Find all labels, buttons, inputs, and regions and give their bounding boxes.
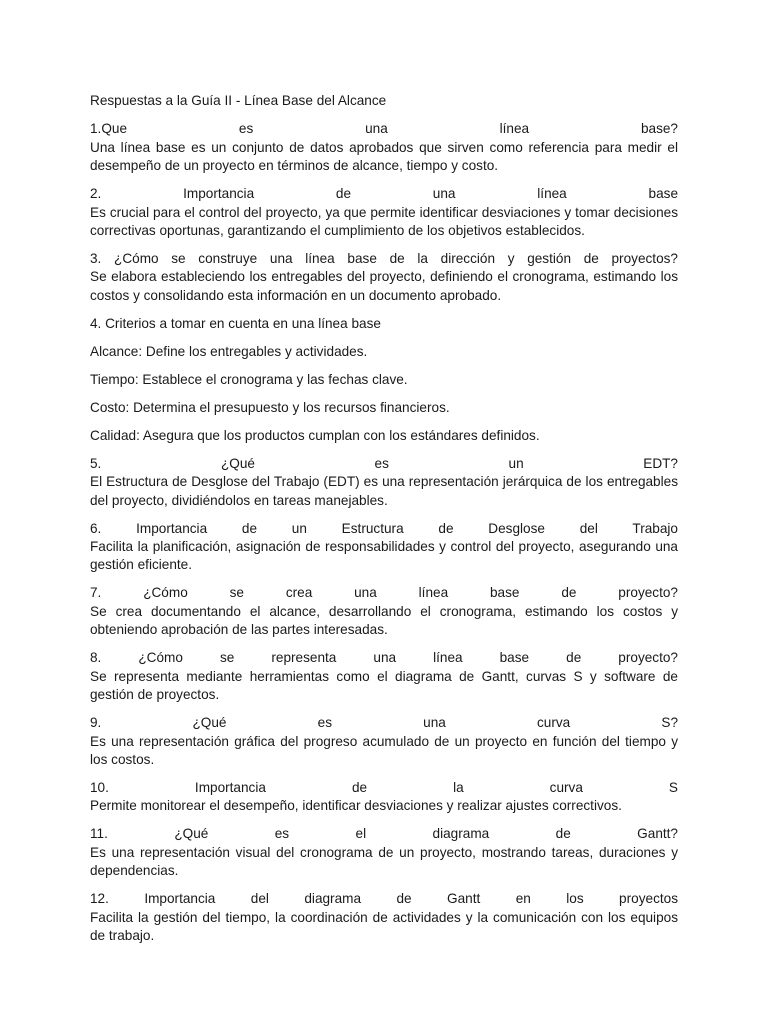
answer-2: Es crucial para el control del proyecto, ya que permite identificar desviaciones y tomar decisiones correctivas oportunas, garantizando el cumplimiento de los objetivos establecidos. [90, 204, 678, 239]
question-1: 1.Que es una línea base? [90, 121, 678, 137]
qa-block-6 [90, 520, 678, 575]
criteria-item-alcance: Alcance: Define los entregables y actividades. [90, 343, 368, 359]
question-10: 10. Importancia de la curva S [90, 779, 678, 795]
criteria-item-tiempo: Tiempo: Establece el cronograma y las fechas clave. [90, 371, 408, 387]
question-8: 8. ¿Cómo se representa una línea base de proyecto? [90, 650, 678, 666]
qa-block-8 [90, 649, 678, 704]
question-12: 12. Importancia del diagrama de Gantt en los proyectos [90, 891, 678, 907]
criteria-item-costo: Costo: Determina el presupuesto y los recursos financieros. [90, 399, 450, 415]
document-title: Respuestas a la Guía II - Línea Base del Alcance [90, 93, 387, 108]
question-7: 7. ¿Cómo se crea una línea base de proyecto? [90, 585, 678, 601]
qa-block-5 [90, 455, 678, 510]
answer-9: Es una representación gráfica del progreso acumulado de un proyecto en función del tiempo y los costos. [90, 733, 678, 767]
qa-block-7 [90, 584, 678, 639]
answer-6: Facilita la planificación, asignación de responsabilidades y control del proyecto, asegurando una gestión eficiente. [90, 539, 678, 573]
answer-3: Se elabora estableciendo los entregables del proyecto, definiendo el cronograma, estimando los costos y consolidando esta información en un documento aprobado. [90, 269, 678, 303]
answer-5: El Estructura de Desglose del Trabajo (EDT) es una representación jerárquica de los entregables del proyecto, dividiéndolos en tareas manejables. [90, 474, 678, 508]
question-5: 5. ¿Qué es un EDT? [90, 455, 678, 471]
answer-7: Se crea documentando el alcance, desarrollando el cronograma, estimando los costos y obteniendo aprobación de las partes interesadas. [90, 603, 678, 638]
qa-block-3 [90, 250, 678, 305]
qa-block-12 [90, 890, 678, 945]
answer-8: Se representa mediante herramientas como el diagrama de Gantt, curvas S y software de gestión de proyectos. [90, 668, 678, 703]
answer-11: Es una representación visual del cronograma de un proyecto, mostrando tareas, duraciones y dependencias. [90, 844, 678, 879]
answer-1: Una línea base es un conjunto de datos aprobados que sirven como referencia para medir el desempeño de un proyecto en términos de alcance, tiempo y costo. [90, 139, 678, 174]
qa-block-11 [90, 825, 678, 880]
criteria-item-calidad: Calidad: Asegura que los productos cumplan con los estándares definidos. [90, 427, 540, 443]
qa-block-1 [90, 120, 678, 175]
question-6: 6. Importancia de un Estructura de Desglose del Trabajo [90, 520, 678, 536]
answer-12: Facilita la gestión del tiempo, la coordinación de actividades y la comunicación con los equipos de trabajo. [90, 909, 678, 943]
question-2: 2. Importancia de una línea base [90, 186, 678, 202]
answer-10: Permite monitorear el desempeño, identificar desviaciones y realizar ajustes correctivos. [90, 798, 622, 814]
question-3: 3. ¿Cómo se construye una línea base de la dirección y gestión de proyectos? [90, 251, 678, 267]
question-9: 9. ¿Qué es una curva S? [90, 715, 678, 731]
qa-block-10 [90, 779, 678, 816]
question-11: 11. ¿Qué es el diagrama de Gantt? [90, 826, 678, 842]
qa-block-2 [90, 185, 678, 240]
criteria-heading: 4. Criterios a tomar en cuenta en una línea base [90, 315, 381, 331]
qa-block-9 [90, 714, 678, 769]
document-page [90, 92, 678, 955]
